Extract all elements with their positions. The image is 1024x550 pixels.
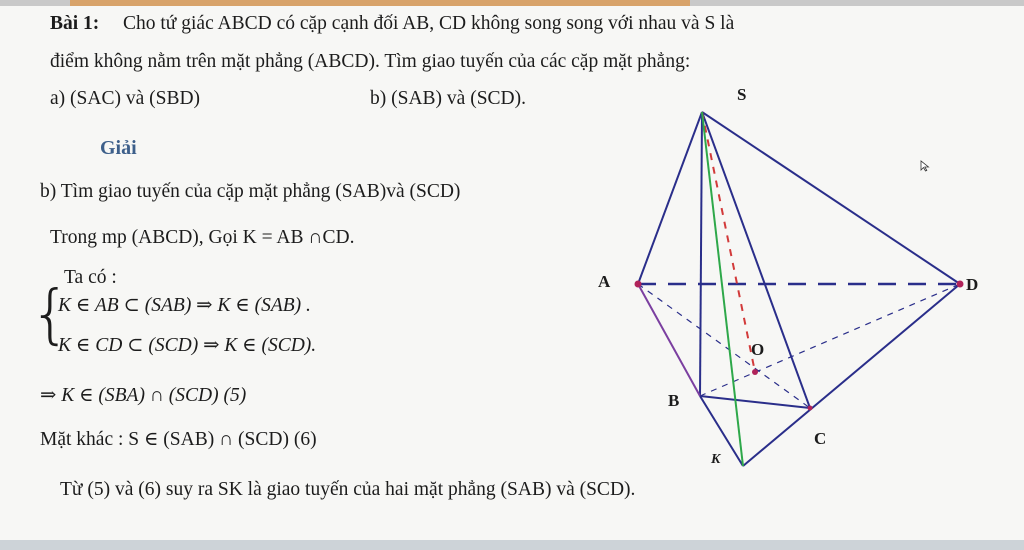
imply-line: ⇒ K ∈ (SBA) ∩ (SCD) (5) [40,385,247,406]
edge-SA [638,112,702,284]
problem-line-2: điểm không nằm trên mặt phẳng (ABCD). Tìm giao tuyến của các cặp mặt phẳng: [50,51,691,72]
point-C [808,406,813,411]
edge-SB [700,112,702,396]
other-line: Mặt khác : S ∈ (SAB) ∩ (SCD) (6) [40,429,317,450]
label-O: O [751,340,765,359]
mouse-cursor-icon [920,160,930,172]
solution-heading: Giải [100,137,137,159]
label-D: D [966,275,979,294]
line-SK [702,112,743,466]
label-C: C [814,429,827,448]
part-b: b) (SAB) và (SCD). [370,88,526,109]
conclusion-line: Từ (5) và (6) suy ra SK là giao tuyến của hai mặt phẳng (SAB) và (SCD). [60,479,636,500]
system-brace: { [30,278,71,352]
edge-SD [702,112,960,284]
point-A [635,281,642,288]
part-a: a) (SAC) và (SBD) [50,88,201,109]
pyramid-figure [580,80,1000,480]
label-K: K [711,452,721,467]
bottom-bar [0,540,1024,550]
solution-plane-line: Trong mp (ABCD), Gọi K = AB ∩CD. [50,227,355,248]
label-B: B [668,391,680,410]
top-accent [70,0,690,6]
solution-ta-co: Ta có : [64,267,117,288]
edge-BC [700,396,810,408]
point-O [752,369,758,375]
edge-AB [638,284,700,396]
point-D [957,281,964,288]
diag-BD [700,284,960,396]
label-A: A [598,272,611,291]
top-border [0,0,1024,6]
system-line-1: K ∈ AB ⊂ (SAB) ⇒ K ∈ (SAB) . [58,295,311,316]
label-S: S [737,85,747,104]
solution-b-line: b) Tìm giao tuyến của cặp mặt phẳng (SAB)và (SCD) [40,181,461,202]
problem-number: Bài 1: [50,13,100,34]
system-line-2: K ∈ CD ⊂ (SCD) ⇒ K ∈ (SCD). [58,335,317,356]
problem-line-1: Cho tứ giác ABCD có cặp cạnh đối AB, CD không song song với nhau và S là [123,13,735,34]
